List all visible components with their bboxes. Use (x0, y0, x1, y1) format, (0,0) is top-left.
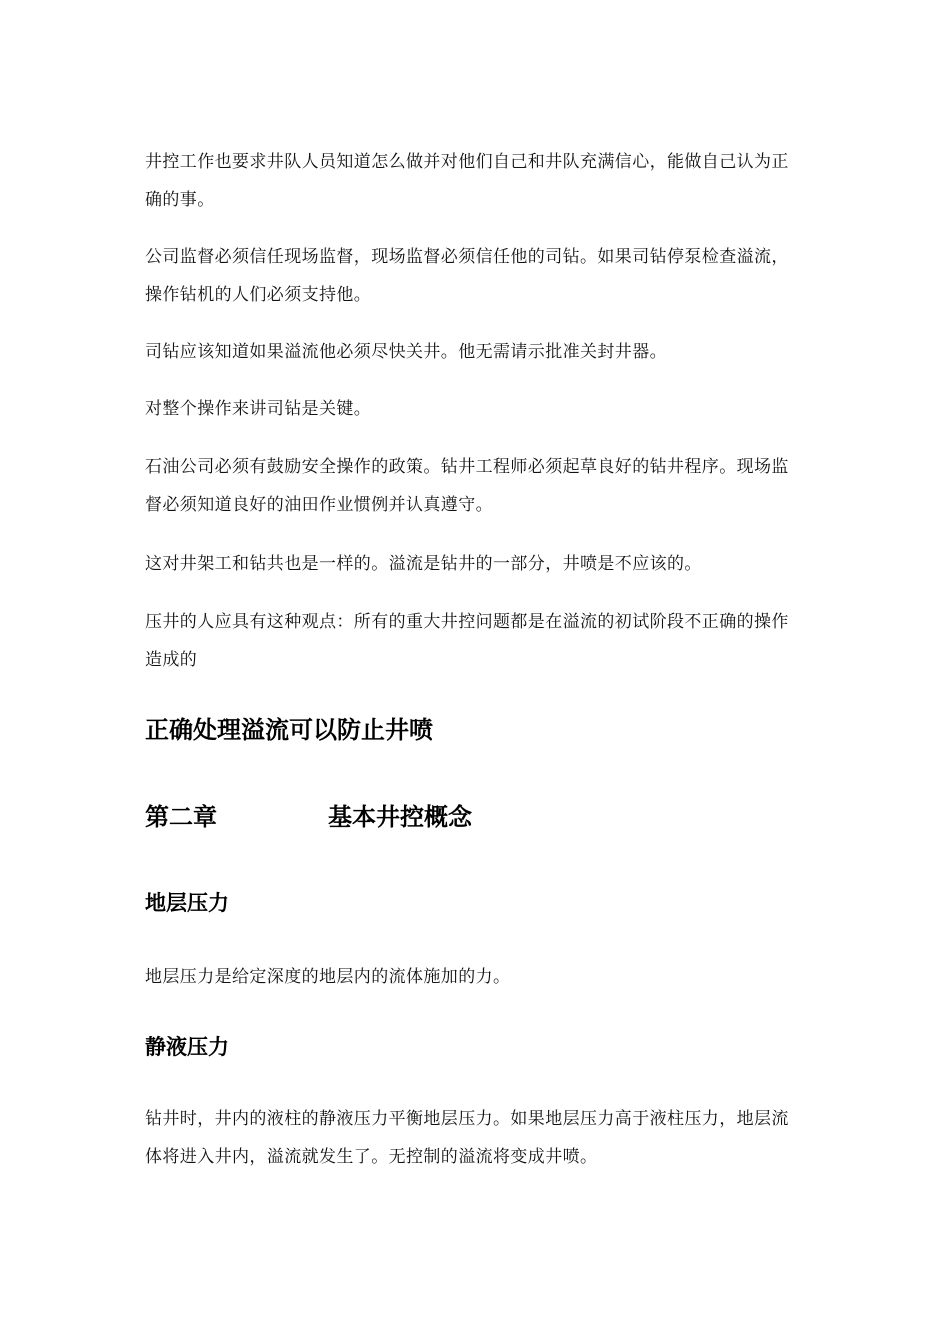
paragraph-driller-shut-in: 司钻应该知道如果溢流他必须尽快关井。他无需请示批准关封井器。 (145, 342, 667, 362)
paragraph-kill-well-view: 压井的人应具有这种观点：所有的重大井控问题都是在溢流的初试阶段不正确的操作造成的 (145, 612, 789, 670)
paragraph-supervisor-trust: 公司监督必须信任现场监督，现场监督必须信任他的司钻。如果司钻停泵检查溢流，操作钻机的人们必须支持他。 (145, 247, 789, 305)
paragraph-derrickman: 这对井架工和钻共也是一样的。溢流是钻井的一部分，井喷是不应该的。 (145, 554, 702, 574)
section-heading-formation-pressure: 地层压力 (145, 891, 229, 915)
chapter-title: 基本井控概念 (328, 803, 472, 831)
section-heading-hydrostatic-pressure: 静液压力 (145, 1035, 229, 1059)
paragraph-oil-company-policy: 石油公司必须有鼓励安全操作的政策。钻井工程师必须起草良好的钻井程序。现场监督必须知道良好的油田作业惯例并认真遵守。 (145, 457, 789, 515)
paragraph-driller-key: 对整个操作来讲司钻是关键。 (145, 399, 372, 419)
chapter-number: 第二章 (145, 803, 217, 831)
section-body-hydrostatic-pressure: 钻井时，井内的液柱的静液压力平衡地层压力。如果地层压力高于液柱压力，地层流体将进入井内，溢流就发生了。无控制的溢流将变成井喷。 (145, 1109, 789, 1167)
key-statement-heading: 正确处理溢流可以防止井喷 (145, 716, 433, 744)
paragraph-crew-confidence: 井控工作也要求井队人员知道怎么做并对他们自己和井队充满信心，能做自己认为正确的事。 (145, 152, 789, 210)
section-body-formation-pressure: 地层压力是给定深度的地层内的流体施加的力。 (145, 967, 511, 987)
